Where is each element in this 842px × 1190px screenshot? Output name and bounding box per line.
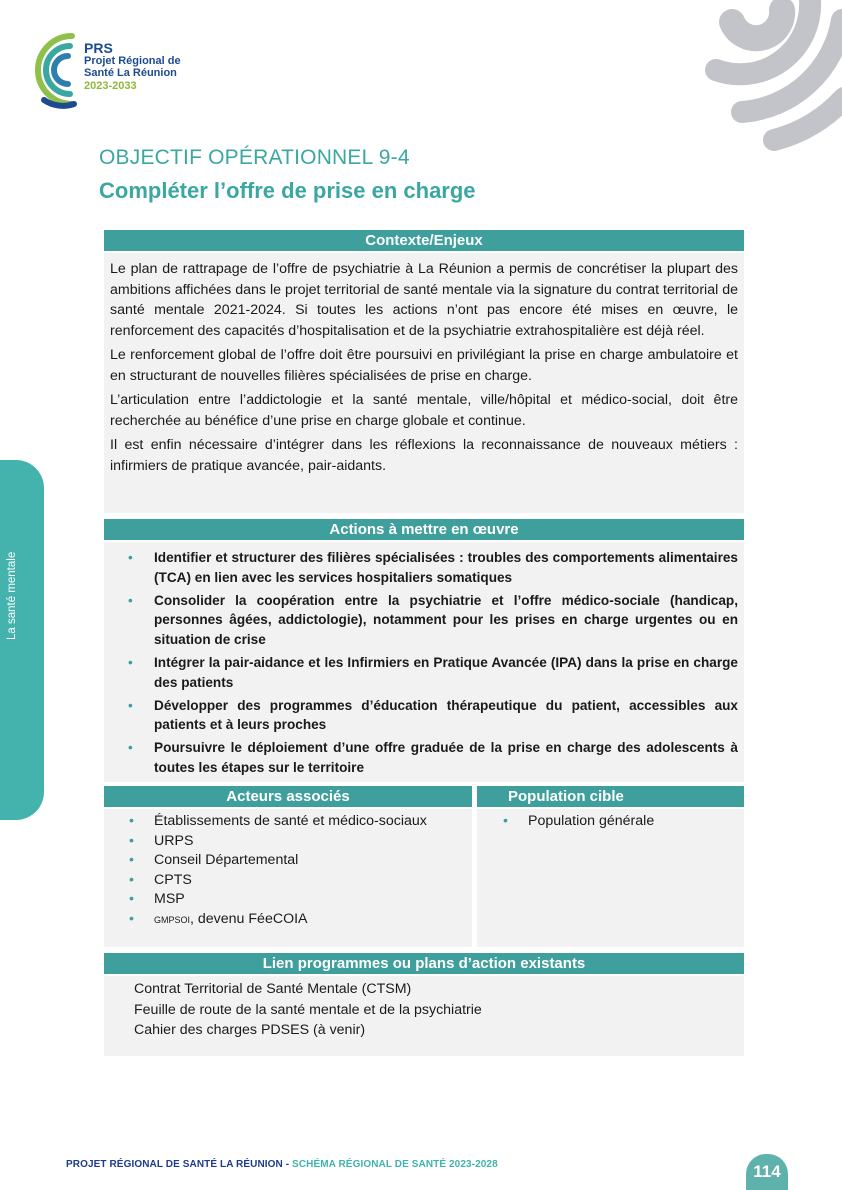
population-list [528,812,744,832]
actions-list [154,548,738,778]
population-item: • Population générale [528,812,744,832]
footer-project: PROJET RÉGIONAL DE SANTÉ LA RÉUNION - [66,1159,293,1170]
logo-line-2: Santé La Réunion [84,67,177,79]
logo-acronym: PRS [84,40,113,56]
footer-schema: SCHÉMA RÉGIONAL DE SANTÉ 2023-2028 [292,1159,498,1170]
actor-item: • URPS [154,832,472,852]
context-paragraph: Il est enfin nécessaire d’intégrer dans les réflexions la reconnaissance de nouveaux métiers : infirmiers de pratique avancée, pair-aidants. [110,437,738,474]
objective-number: OBJECTIF OPÉRATIONNEL 9-4 [99,146,410,169]
context-heading: Contexte/Enjeux [104,230,744,251]
link-item: Contrat Territorial de Santé Mentale (CTSM) [134,981,412,997]
logo-line-1: Projet Régional de [84,54,181,67]
actor-item: • CPTS [154,871,472,891]
link-item: Feuille de route de la santé mentale et de la psychiatrie [134,1001,482,1018]
page-number: 114 [746,1154,788,1190]
actor-item-suffix: , devenu FéeCOIA [190,910,308,927]
actor-item-prefix: GMPSOI [154,914,191,925]
context-body [104,253,744,513]
context-paragraph: L’articulation entre l’addictologie et la santé mentale, ville/hôpital et médico-social, doit être recherchée au bénéfice d’une prise en charge globale et continue. [110,392,738,429]
page-title: Compléter l’offre de prise en charge [99,178,476,203]
actor-item: • MSP [154,890,472,910]
link-item: Cahier des charges PDSES (à venir) [134,1022,366,1038]
prs-logo [24,30,204,110]
prs-arcs-icon [24,30,84,110]
links-body [104,976,744,1056]
action-item: • Intégrer la pair-aidance et les Infirmiers en Pratique Avancée (IPA) dans la prise en charge des patients [154,653,738,692]
action-item: • Identifier et structurer des filières spécialisées : troubles des comportements alimentaires (TCA) en lien avec les services hospitaliers somatiques [154,548,738,587]
actors-body [104,809,472,947]
actor-item [154,910,472,931]
actions-body [104,542,744,782]
actions-heading: Actions à mettre en œuvre [104,519,744,540]
actors-list [154,812,472,931]
decorative-arcs-icon [702,0,842,160]
actor-item: • Conseil Départemental [154,851,472,871]
context-paragraph: Le plan de rattrapage de l’offre de psychiatrie à La Réunion a permis de concrétiser la plupart des ambitions affichées dans le projet territorial de santé mentale via la signature du contrat territorial de santé mentale 2021-2024. Si toutes les actions n’ont pas encore été mises en œuvre, le renforcement des capacités d’hospitalisation et de la psychiatrie extrahospitalière est déjà réel. [110,261,738,339]
action-item: • Consolider la coopération entre la psychiatrie et l’offre médico-sociale (handicap, personnes âgées, addictologie), notamment pour les prises en charge urgentes ou en situation de crise [154,591,738,650]
action-item: • Développer des programmes d’éducation thérapeutique du patient, accessibles aux patients et à leurs proches [154,696,738,735]
side-tab-label: La santé mentale [6,551,18,640]
actor-item: • Établissements de santé et médico-sociaux [154,812,472,832]
context-paragraph: Le renforcement global de l’offre doit être poursuivi en privilégiant la prise en charge ambulatoire et en structurant de nouvelles filières spécialisées de prise en charge. [110,347,738,384]
logo-years: 2023-2033 [84,79,137,92]
links-heading: Lien programmes ou plans d’action existants [104,953,744,974]
action-item: • Poursuivre le déploiement d’une offre graduée de la prise en charge des adolescents à toutes les étapes sur le territoire [154,738,738,777]
population-body [477,809,744,947]
page-footer [66,1159,498,1170]
section-side-tab [0,460,44,820]
population-heading: Population cible [477,786,744,807]
actors-heading: Acteurs associés [104,786,472,807]
